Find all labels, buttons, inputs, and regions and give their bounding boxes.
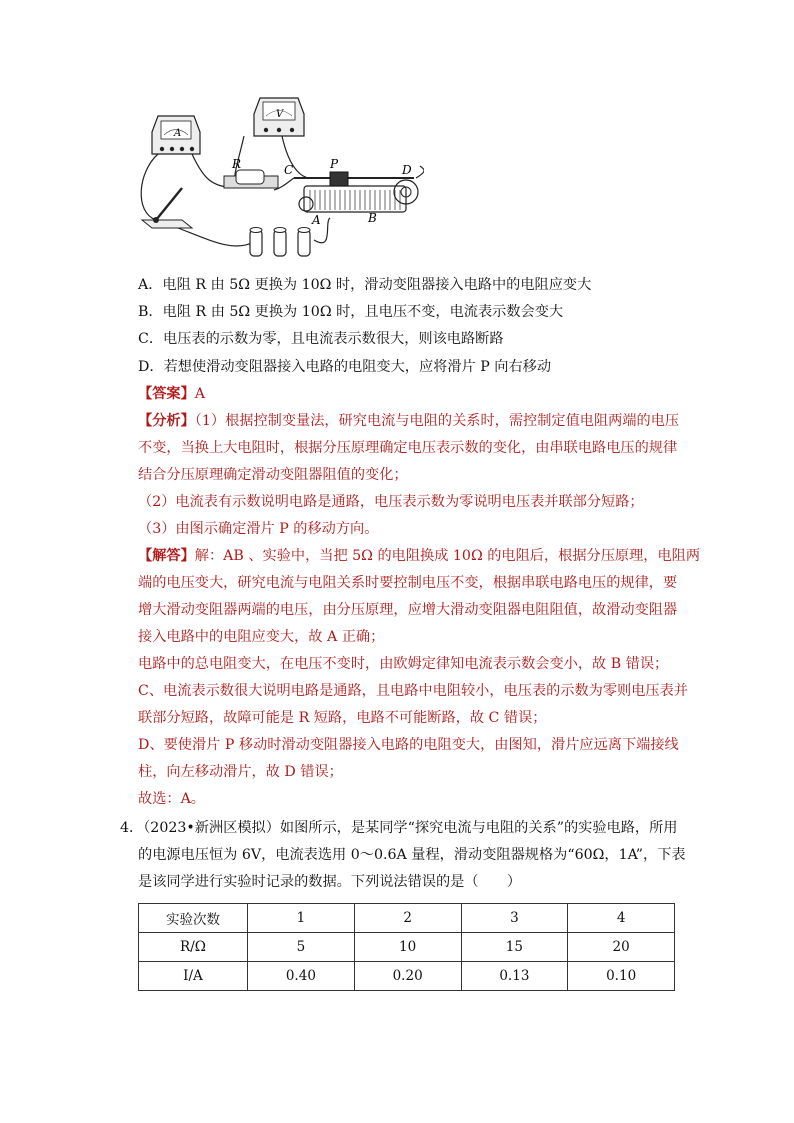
solution-line-5: 电路中的总电阻变大，在电压不变时，由欧姆定律知电流表示数会变小，故 B 错误； (138, 656, 669, 672)
answer-tag: 【答案】 (138, 386, 195, 402)
ammeter (152, 116, 200, 154)
terminal-label-a: A (312, 213, 321, 227)
option-a: A．电阻 R 由 5Ω 更换为 10Ω 时，滑动变阻器接入电路中的电阻应变大 (138, 277, 592, 293)
terminal-label-c: C (284, 163, 294, 177)
analysis-line-3: 结合分压原理确定滑动变阻器阻值的变化； (138, 467, 408, 483)
question4-line-2: 的电源电压恒为 6V，电流表选用 0～0.6A 量程，滑动变阻器规格为“60Ω，1A”，下表 (138, 847, 686, 863)
table-cell: 4 (568, 904, 675, 933)
slide-rheostat (284, 157, 418, 227)
table-cell: 实验次数 (139, 904, 248, 933)
table-cell: 0.40 (248, 962, 355, 991)
analysis-tag: 【分析】 (138, 413, 195, 429)
data-table (138, 903, 675, 991)
solution-line-10: 故选：A。 (138, 791, 205, 807)
table-cell: 5 (248, 933, 355, 962)
table-cell: 0.10 (568, 962, 675, 991)
table-cell: 1 (248, 904, 355, 933)
voltmeter (254, 98, 304, 136)
solution-text-1: 解：AB 、实验中，当把 5Ω 的电阻换成 10Ω 的电阻后，根据分压原理，电阻两 (194, 548, 701, 564)
table-row (139, 962, 675, 991)
analysis-line-2: 不变，当换上大电阻时，根据分压原理确定电压表示数的变化，由串联电路电压的规律 (138, 440, 678, 456)
solution-line-6: C、电流表示数很大说明电路是通路，且电路中电阻较小，电压表的示数为零则电压表并 (138, 683, 688, 699)
answer-line (138, 384, 205, 404)
option-c: C．电压表的示数为零，且电流表示数很大，则该电路断路 (138, 331, 504, 347)
analysis-line-4: （2）电流表有示数说明电路是通路，电压表示数为零说明电压表并联部分短路； (138, 494, 644, 510)
slider-label-p: P (330, 157, 339, 171)
solution-line-7: 联部分短路，故障可能是 R 短路，电路不可能断路，故 C 错误； (138, 710, 547, 726)
question4-line-3: 是该同学进行实验时记录的数据。下列说法错误的是（ ） (138, 874, 522, 890)
table-cell: 0.13 (461, 962, 568, 991)
table-cell: R/Ω (139, 933, 248, 962)
answer-text: A (194, 386, 206, 402)
option-d: D．若想使滑动变阻器接入电路的电阻变大，应将滑片 P 向右移动 (138, 359, 552, 375)
table-row (139, 933, 675, 962)
voltmeter-label: V (276, 109, 284, 120)
analysis-line-5: （3）由图示确定滑片 P 的移动方向。 (138, 521, 379, 537)
resistor (224, 157, 278, 188)
switch (142, 188, 192, 228)
table-cell: 10 (354, 933, 461, 962)
option-b: B．电阻 R 由 5Ω 更换为 10Ω 时，且电压不变，电流表示数会变大 (138, 304, 564, 320)
solution-line-4: 接入电路中的电阻应变大，故 A 正确； (138, 629, 385, 645)
table-cell: I/A (139, 962, 248, 991)
solution-tag: 【解答】 (138, 548, 195, 564)
table-cell: 2 (354, 904, 461, 933)
batteries (250, 228, 310, 257)
resistor-label: R (232, 157, 242, 171)
table-cell: 3 (461, 904, 568, 933)
table-cell: 0.20 (354, 962, 461, 991)
solution-line-1 (138, 546, 700, 566)
terminal-label-d: D (402, 163, 412, 177)
solution-line-2: 端的电压变大，研究电流与电阻关系时要控制电压不变，根据串联电路电压的规律，要 (138, 575, 678, 591)
solution-line-9: 柱，向左移动滑片，故 D 错误； (138, 764, 343, 780)
solution-line-8: D、要使滑片 P 移动时滑动变阻器接入电路的电阻变大，由图知，滑片应远离下端接线 (138, 737, 679, 753)
analysis-line-1 (138, 411, 679, 431)
table-cell: 20 (568, 933, 675, 962)
table-cell: 15 (461, 933, 568, 962)
question4-line-1: 4．（2023•新洲区模拟）如图所示，是某同学“探究电流与电阻的关系”的实验电路，所用 (120, 820, 678, 836)
ammeter-label: A (174, 128, 182, 139)
solution-line-3: 增大滑动变阻器两端的电压，由分压原理，应增大滑动变阻器电阻阻值，故滑动变阻器 (138, 602, 678, 618)
table-row (139, 904, 675, 933)
circuit-diagram (134, 92, 424, 262)
analysis-text-1: （1）根据控制变量法，研究电流与电阻的关系时，需控制定值电阻两端的电压 (194, 413, 680, 429)
terminal-label-b: B (368, 211, 377, 225)
